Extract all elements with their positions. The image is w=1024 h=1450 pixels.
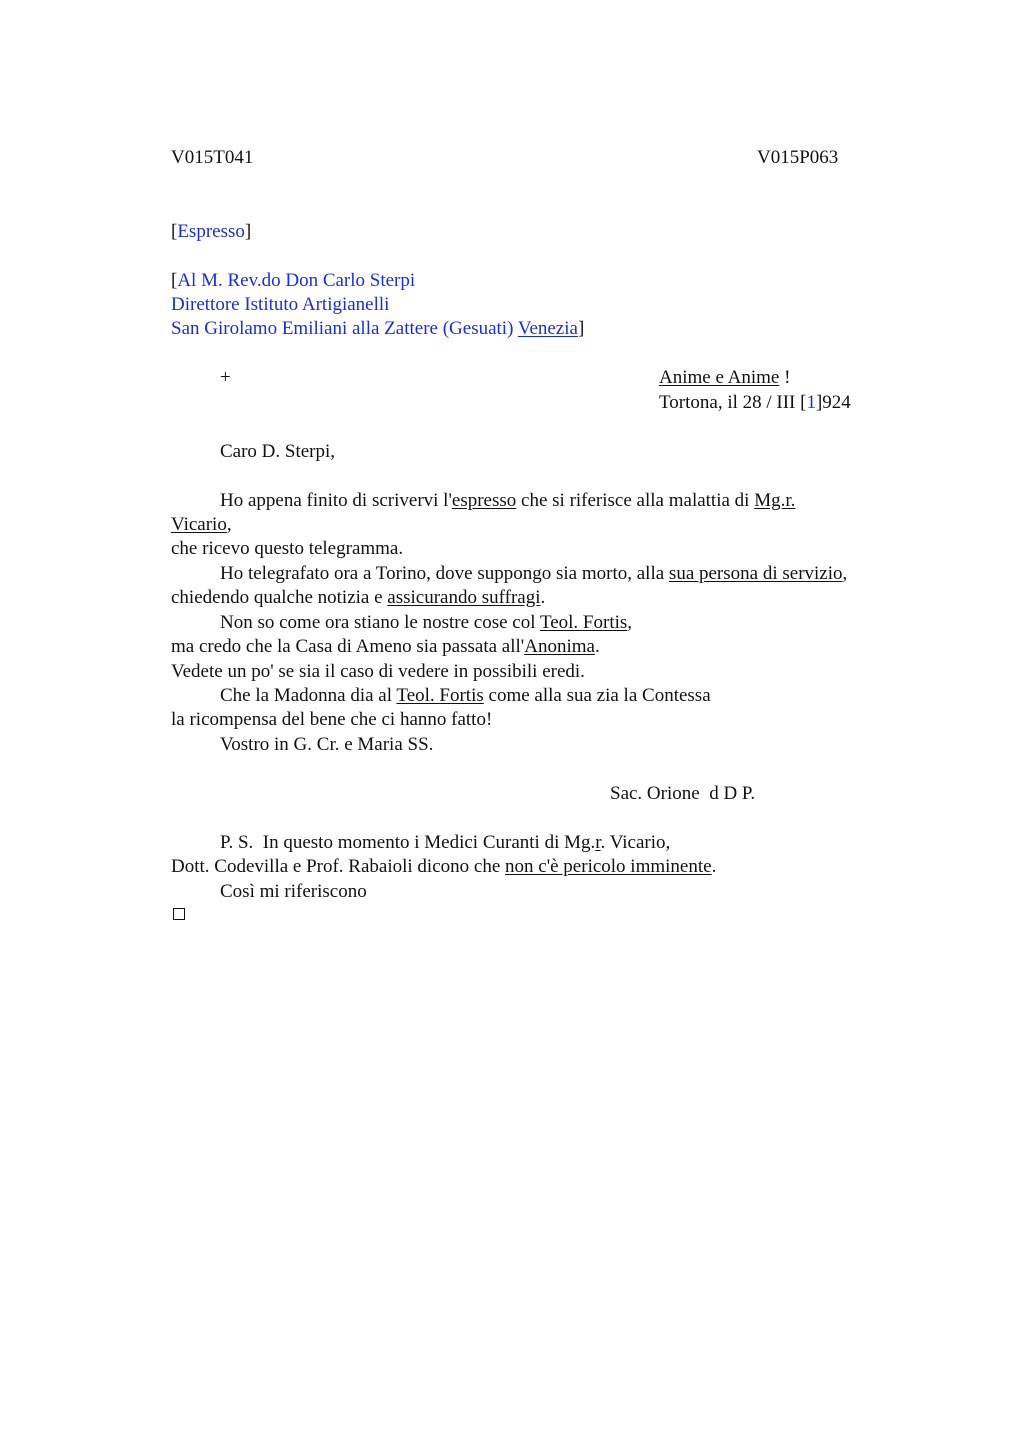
underlined-text: Teol. Fortis	[396, 685, 484, 706]
motto-end: !	[779, 367, 791, 388]
delivery-note	[171, 220, 251, 244]
body-line: Vedete un po' se sia il caso di vedere in possibili eredi.	[171, 661, 585, 682]
date-digit: 1	[806, 392, 816, 413]
cross-symbol: +	[220, 367, 231, 388]
text-run: Ho appena finito di scrivervi l'	[220, 490, 452, 511]
signature: Sac. Orione d D P.	[610, 783, 756, 804]
text-run: chiedendo qualche notizia e	[171, 587, 388, 608]
underlined-text: non c'è pericolo imminente	[505, 856, 712, 877]
body-line: la ricompensa del bene che ci hanno fatto!	[171, 709, 493, 730]
text-run: ,	[842, 563, 848, 584]
salutation: Caro D. Sterpi,	[220, 441, 336, 462]
address-line-3	[171, 317, 584, 341]
text-run: Dott. Codevilla e Prof. Rabaioli dicono che	[171, 856, 506, 877]
bracket-close: ]	[244, 221, 252, 242]
document-code-left: V015T041	[171, 147, 254, 168]
body-line	[171, 635, 600, 659]
body-line	[171, 513, 232, 537]
date-suffix: ]924	[815, 392, 851, 413]
address-recipient: Al M. Rev.do Don Carlo Sterpi	[177, 270, 416, 291]
text-run: .	[711, 856, 717, 877]
motto	[659, 366, 790, 390]
underlined-text: r	[595, 832, 601, 853]
postscript-line	[171, 855, 716, 879]
text-run: .	[540, 587, 546, 608]
text-run: ,	[226, 514, 232, 535]
text-run: Che la Madonna dia al	[220, 685, 397, 706]
underlined-text: Teol. Fortis	[539, 612, 628, 633]
delivery-text: Espresso	[177, 221, 245, 242]
address-line-2: Direttore Istituto Artigianelli	[171, 294, 390, 315]
body-line	[171, 586, 545, 610]
motto-text: Anime e Anime	[659, 367, 780, 388]
closing-line: Vostro in G. Cr. e Maria SS.	[220, 734, 434, 755]
document-code-right: V015P063	[757, 147, 839, 168]
text-run: .	[594, 636, 600, 657]
body-line	[220, 489, 795, 513]
date-prefix: Tortona, il 28 / III [	[659, 392, 807, 413]
text-run: . Vicario,	[600, 832, 671, 853]
address-street: San Girolamo Emiliani alla Zattere (Gesuati)	[171, 318, 518, 339]
underlined-text: espresso	[451, 490, 517, 511]
underlined-text: Mg.r.	[754, 490, 796, 511]
underlined-text: Anonima	[524, 636, 595, 657]
text-run: come alla sua zia la Contessa	[483, 685, 711, 706]
body-line	[220, 611, 632, 635]
underlined-text: sua persona di servizio	[668, 563, 843, 584]
address-city: Venezia	[517, 318, 578, 339]
text-run: Ho telegrafato ora a Torino, dove suppongo sia morto, alla	[220, 563, 669, 584]
body-line: che ricevo questo telegramma.	[171, 538, 404, 559]
bracket-open: [	[171, 221, 178, 242]
text-run: che si riferisce alla malattia di	[516, 490, 755, 511]
underlined-text: Vicario	[171, 514, 227, 535]
text-run: P. S. In questo momento i Medici Curanti di Mg.	[220, 832, 596, 853]
address-bracket-open: [	[171, 270, 178, 291]
postscript-line	[220, 831, 670, 855]
address-line-1	[171, 269, 415, 293]
body-line	[220, 684, 711, 708]
end-box-icon	[173, 908, 185, 920]
body-line	[220, 562, 847, 586]
text-run: ma credo che la Casa di Ameno sia passata all'	[171, 636, 525, 657]
text-run: ,	[627, 612, 633, 633]
address-bracket-close: ]	[577, 318, 585, 339]
text-run: Non so come ora stiano le nostre cose col	[220, 612, 540, 633]
postscript-line: Così mi riferiscono	[220, 881, 367, 902]
date-line	[659, 391, 851, 415]
underlined-text: assicurando suffragi	[387, 587, 541, 608]
